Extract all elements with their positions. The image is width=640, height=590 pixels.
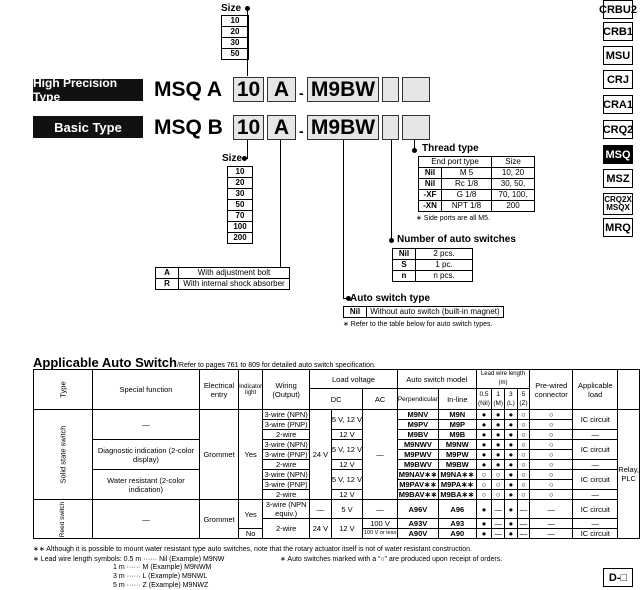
prewired: —	[530, 519, 573, 529]
model-inline: A90	[438, 529, 476, 539]
adjust-desc-r: With internal shock absorber	[179, 279, 290, 290]
lead-5: ○	[517, 490, 530, 500]
high-precision-size: 10	[233, 77, 264, 102]
basic-type-blank-2	[402, 115, 430, 140]
load-ic: IC circuit	[573, 410, 618, 430]
load-none: —	[573, 490, 618, 500]
dc-v: 5 V	[331, 500, 363, 519]
basic-type-label: Basic Type	[33, 116, 143, 138]
lead-3: ●	[505, 450, 518, 460]
lead-1: ○	[492, 490, 505, 500]
high-precision-code: A	[267, 77, 296, 102]
wiring: 3-wire (NPN equiv.)	[263, 500, 310, 519]
lead-05: ●	[476, 500, 492, 519]
switch-type-desc: Without auto switch (built-in magnet)	[367, 307, 504, 318]
lead-1: ●	[492, 430, 505, 440]
prewired: —	[530, 529, 573, 539]
lead-3: ●	[505, 420, 518, 430]
basic-type-blank-1	[382, 115, 399, 140]
lead-05: ○	[476, 480, 492, 490]
lead-05: ●	[476, 430, 492, 440]
lead-1: ●	[492, 460, 505, 470]
wiring: 3-wire (NPN)	[264, 470, 308, 479]
num-desc: 1 pc.	[416, 260, 473, 271]
prewired: ○	[530, 440, 573, 450]
dc-24v: 24 V	[310, 519, 332, 539]
basic-type-prefix: MSQ B	[154, 116, 223, 139]
ac-none: —	[363, 410, 398, 500]
model-inline: M9BW	[438, 460, 476, 470]
model-perp: M9PWV	[397, 450, 438, 460]
applicable-table	[33, 369, 640, 539]
prewired: —	[530, 500, 573, 519]
lead-5: ○	[517, 420, 530, 430]
basic-type-code: A	[267, 115, 296, 140]
ac-v: —	[363, 500, 398, 519]
lead-1: —	[492, 529, 505, 539]
model-inline: M9N	[438, 410, 476, 420]
load-ic: IC circuit	[573, 500, 618, 519]
prewired: ○	[530, 450, 573, 460]
note-water: ∗∗ Although it is possible to mount water resistant type auto switches, note that the rotary actuator itself is not of water resistant construction.	[33, 546, 472, 553]
high-precision-blank-1	[382, 77, 399, 102]
tab-msz[interactable]: MSZ	[603, 169, 633, 188]
dc-v: 5 V, 12 V	[331, 440, 363, 460]
lead-5: ○	[517, 480, 530, 490]
load-none: —	[573, 430, 618, 440]
wiring: 2-wire	[263, 490, 310, 500]
model-perp: A90V	[397, 529, 438, 539]
h-lead: Lead wire length (m)	[476, 370, 530, 389]
high-precision-dash: -	[299, 85, 304, 101]
model-inline: M9PA∗∗	[438, 480, 476, 490]
num-code: S	[393, 260, 416, 271]
size-top-label: Size	[221, 3, 242, 14]
load-none: —	[573, 460, 618, 470]
basic-type-size: 10	[233, 115, 264, 140]
adjust-table	[155, 267, 290, 290]
prewired: ○	[530, 410, 573, 420]
lead-3: ●	[505, 430, 518, 440]
h-l05: 0.5 (Nil)	[476, 389, 492, 410]
reed-label-text: Reed switch	[59, 501, 67, 538]
adjust-desc-a: With adjustment bolt	[179, 268, 290, 279]
switch-type-note: ∗ Refer to the table below for auto switch types.	[343, 321, 493, 328]
dc-v: 12 V	[331, 460, 363, 470]
lead-1: ○	[492, 480, 505, 490]
thread-table	[418, 156, 535, 212]
h-wiring: Wiring (Output)	[263, 370, 310, 410]
wiring: 3-wire (PNP)	[264, 480, 308, 489]
lead-5: —	[517, 519, 530, 529]
lead-5: —	[517, 500, 530, 519]
lead-05: ○	[476, 470, 492, 480]
lead-5: ○	[517, 410, 530, 420]
thread-port: G 1/8	[442, 190, 492, 201]
size-bottom-50: 50	[228, 200, 253, 211]
lead-3: ●	[505, 440, 518, 450]
dc-v: 12 V	[331, 490, 363, 500]
switch-type-table	[343, 306, 504, 318]
size-bottom-leader	[247, 140, 248, 158]
num-switches-title: Number of auto switches	[397, 234, 516, 245]
dc-v: 12 V	[331, 430, 363, 440]
model-inline: M9P	[438, 420, 476, 430]
reed-grommet: Grommet	[199, 500, 238, 539]
thread-note: ∗ Side ports are all M5.	[416, 215, 490, 222]
tab-crq2x-msqx[interactable]: CRQ2X MSQX	[603, 193, 633, 215]
h-l5: 5 (Z)	[517, 389, 530, 410]
high-precision-prefix: MSQ A	[154, 78, 223, 101]
reed-no: No	[239, 529, 263, 539]
adjust-leader	[280, 140, 281, 268]
num-code: n	[393, 271, 416, 282]
size-bottom-20: 20	[228, 178, 253, 189]
reed-yes: Yes	[239, 500, 263, 529]
solid-label-text: Solid state switch	[58, 425, 68, 484]
note-lead-z: 5 m ······ Z (Example) M9NWZ	[113, 582, 209, 589]
lead-05: ●	[476, 460, 492, 470]
model-perp: M9NWV	[397, 440, 438, 450]
indicator-yes: Yes	[239, 410, 263, 500]
load-relay: Relay, PLC	[618, 410, 640, 539]
num-desc: 2 pcs.	[416, 249, 473, 260]
h-type-text: Type	[58, 381, 68, 398]
tab-crj[interactable]: CRJ	[603, 70, 633, 89]
lead-1: ●	[492, 450, 505, 460]
num-switches-dot	[389, 238, 394, 243]
num-code: Nil	[393, 249, 416, 260]
model-perp: M9NAV∗∗	[398, 470, 438, 479]
h-type	[34, 370, 93, 410]
h-prewired: Pre-wired connector	[530, 370, 573, 410]
thread-h-size: Size	[492, 157, 535, 168]
note-lead-m: 1 m ······ M (Example) M9NWM	[113, 564, 212, 571]
h-indicator: Indicator light	[239, 370, 263, 410]
prewired: ○	[530, 430, 573, 440]
adjust-code-a: A	[156, 268, 179, 279]
prewired: ○	[530, 460, 573, 470]
lead-3: ●	[505, 529, 518, 539]
special-none: —	[92, 410, 199, 440]
thread-size: 200	[492, 201, 535, 212]
applicable-subtitle: /Refer to pages 761 to 809 for detailed auto switch specification.	[176, 362, 376, 369]
model-inline: M9NW	[438, 440, 476, 450]
reed-label	[34, 500, 93, 539]
switch-type-code: Nil	[344, 307, 367, 318]
load-ic: IC circuit	[573, 440, 618, 460]
lead-1: —	[492, 500, 505, 519]
lead-05: ●	[476, 519, 492, 529]
size-bottom-dot	[242, 156, 247, 161]
num-desc: n pcs.	[416, 271, 473, 282]
lead-05: ●	[476, 440, 492, 450]
size-bottom-30: 30	[228, 189, 253, 200]
thread-port: M 5	[442, 168, 492, 179]
lead-05: ●	[476, 450, 492, 460]
num-switches-leader	[391, 140, 392, 240]
lead-05: ○	[476, 490, 492, 500]
model-perp: M9BV	[397, 430, 438, 440]
load-ic: IC circuit	[573, 529, 618, 539]
wiring: 2-wire	[263, 519, 310, 539]
tab-msq[interactable]: MSQ	[603, 145, 633, 164]
wiring: 3-wire (PNP)	[264, 420, 308, 429]
high-precision-blank-2	[402, 77, 430, 102]
lead-5: ○	[517, 460, 530, 470]
h-load-voltage: Load voltage	[310, 370, 398, 389]
tab-cra1[interactable]: CRA1	[603, 95, 633, 114]
size-bottom-table	[227, 166, 253, 244]
adjust-code-r: R	[156, 279, 179, 290]
model-inline: M9NA∗∗	[440, 470, 475, 479]
model-perp: A96V	[397, 500, 438, 519]
note-order: ∗ Auto switches marked with a “○” are produced upon receipt of orders.	[280, 556, 503, 563]
model-perp: M9PV	[397, 420, 438, 430]
h-l3: 3 (L)	[505, 389, 518, 410]
h-appload: Applicable load	[573, 370, 618, 410]
lead-3: ●	[505, 460, 518, 470]
thread-size: 30, 50,	[492, 179, 535, 190]
model-inline: M9PW	[438, 450, 476, 460]
wiring: 3-wire (PNP)	[264, 450, 308, 459]
dc-v: 12 V	[331, 519, 363, 539]
h-dc: DC	[310, 389, 363, 410]
thread-code: -XF	[419, 190, 442, 201]
lead-3: ●	[505, 410, 518, 420]
size-top-30: 30	[222, 38, 249, 49]
prewired: ○	[530, 480, 573, 490]
switch-type-leader	[343, 140, 344, 298]
prewired: ○	[530, 490, 573, 500]
h-entry: Electrical entry	[199, 370, 238, 410]
wiring: 3-wire (NPN)	[264, 410, 308, 419]
applicable-title: Applicable Auto Switch	[33, 355, 177, 370]
size-bottom-70: 70	[228, 211, 253, 222]
solid-label	[34, 410, 93, 500]
thread-h-end: End port type	[419, 157, 492, 168]
lead-1: ○	[492, 470, 505, 480]
model-inline: M9B	[438, 430, 476, 440]
model-perp: M9PAV∗∗	[399, 480, 437, 489]
ac-v: 100 V or less	[363, 529, 398, 539]
tab-footer-d[interactable]: D-□	[603, 568, 633, 587]
lead-3: ●	[505, 470, 518, 480]
lead-5: ○	[517, 470, 530, 480]
thread-port: Rc 1/8	[442, 179, 492, 190]
h-ac: AC	[363, 389, 398, 410]
thread-dot	[412, 148, 417, 153]
thread-title: Thread type	[422, 143, 479, 154]
lead-1: ●	[492, 410, 505, 420]
tab-msu[interactable]: MSU	[603, 46, 633, 65]
lead-5: ○	[517, 430, 530, 440]
thread-port: NPT 1/8	[442, 201, 492, 212]
model-perp: M9BWV	[397, 460, 438, 470]
lead-05: ●	[476, 410, 492, 420]
high-precision-switch: M9BW	[307, 77, 379, 102]
size-top-20: 20	[222, 27, 249, 38]
lead-3: ●	[505, 490, 518, 500]
size-top-50: 50	[222, 49, 249, 60]
lead-3: ●	[505, 500, 518, 519]
size-bottom-200: 200	[228, 233, 253, 244]
lead-5: ○	[517, 440, 530, 450]
note-lead-symbols: ∗ Lead wire length symbols: 0.5 m ······ Nil (Example) M9NW	[33, 556, 225, 563]
dc-v: 5 V, 12 V	[331, 410, 363, 430]
thread-code: Nil	[419, 179, 442, 190]
wiring: 3-wire (NPN)	[264, 440, 308, 449]
special-water: Water resistant (2-color indication)	[92, 470, 199, 500]
thread-size: 10, 20	[492, 168, 535, 179]
tab-crb1[interactable]: CRB1	[603, 22, 633, 41]
lead-3: ●	[505, 519, 518, 529]
dc-v: 5 V, 12 V	[331, 470, 363, 490]
lead-5: ○	[517, 450, 530, 460]
h-l1: 1 (M)	[492, 389, 505, 410]
load-none: —	[573, 519, 618, 529]
note-lead-l: 3 m ······ L (Example) M9NWL	[113, 573, 208, 580]
thread-code: Nil	[419, 168, 442, 179]
model-inline: M9BA∗∗	[440, 490, 475, 499]
size-bottom-label: Size	[222, 153, 243, 164]
model-inline: A96	[438, 500, 476, 519]
h-inline: In-line	[438, 389, 476, 410]
size-bottom-10: 10	[228, 167, 253, 178]
switch-type-title: Auto switch type	[350, 293, 431, 304]
size-top-table	[221, 15, 249, 60]
dc-24v: —	[310, 500, 332, 519]
lead-1: ●	[492, 420, 505, 430]
wiring: 2-wire	[263, 430, 310, 440]
ac-v: 100 V	[363, 519, 398, 529]
h-perp: Perpendicular	[397, 389, 438, 410]
lead-3: ●	[505, 480, 518, 490]
h-model: Auto switch model	[397, 370, 476, 389]
model-perp: M9BAV∗∗	[398, 490, 438, 499]
lead-1: —	[492, 519, 505, 529]
thread-code: -XN	[419, 201, 442, 212]
reed-special-none: —	[92, 500, 199, 539]
thread-size: 70, 100,	[492, 190, 535, 201]
basic-type-switch: M9BW	[307, 115, 379, 140]
wiring: 2-wire	[263, 460, 310, 470]
tab-crbu2[interactable]: CRBU2	[603, 0, 633, 19]
entry-grommet: Grommet	[199, 410, 238, 500]
model-perp: A93V	[397, 519, 438, 529]
model-perp: M9NV	[397, 410, 438, 420]
size-top-10: 10	[222, 16, 249, 27]
model-inline: A93	[438, 519, 476, 529]
high-precision-label: High Precision Type	[33, 79, 143, 101]
lead-1: ●	[492, 440, 505, 450]
lead-05: ●	[476, 420, 492, 430]
basic-type-dash: -	[299, 123, 304, 139]
prewired: ○	[530, 420, 573, 430]
tab-mrq[interactable]: MRQ	[603, 218, 633, 237]
lead-5: —	[517, 529, 530, 539]
dc-24v: 24 V	[310, 410, 332, 500]
load-ic: IC circuit	[573, 470, 618, 490]
prewired: ○	[530, 470, 573, 480]
tab-crq2[interactable]: CRQ2	[603, 120, 633, 139]
size-bottom-100: 100	[228, 222, 253, 233]
h-special: Special function	[92, 370, 199, 410]
special-diag: Diagnostic indication (2-color display)	[92, 440, 199, 470]
num-switches-table	[392, 248, 473, 282]
lead-05: ●	[476, 529, 492, 539]
